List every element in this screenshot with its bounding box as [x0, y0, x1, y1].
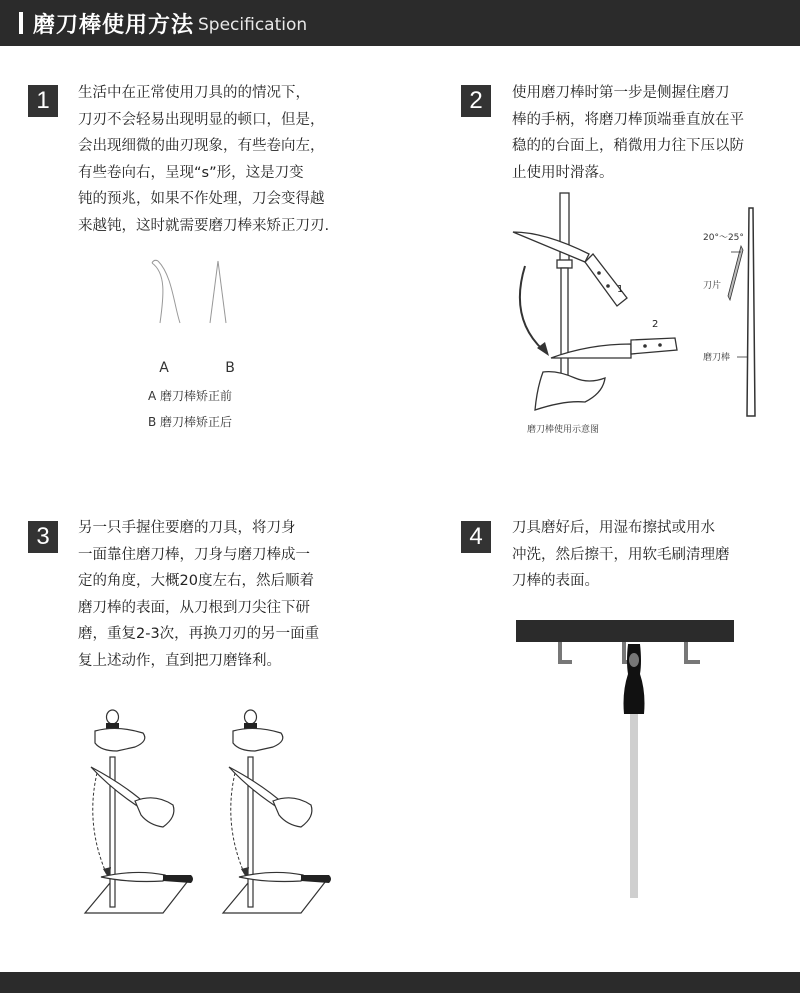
diagram-caption: 磨刀棒使用示意图 — [527, 425, 600, 435]
blade-a-curl — [152, 260, 158, 263]
hand-holding-rod — [95, 728, 145, 751]
arrow-path — [231, 773, 245, 875]
marker-1: 1 — [617, 284, 624, 295]
hand-holding-knife — [273, 798, 312, 827]
knife-1-blade — [513, 232, 589, 262]
board — [223, 877, 329, 913]
arrow-path — [93, 773, 107, 875]
knife-2-rivet — [643, 344, 647, 348]
step-1-line: 来越钝，这时就需要磨刀棒来矫正刀刃. — [78, 217, 330, 234]
step-1-line: 有些卷向右，呈现“s”形，这是刀变 — [78, 164, 304, 181]
step-1-line: 钝的预兆，如果不作处理，刀会变得越 — [78, 191, 325, 207]
rod-knob — [245, 710, 257, 724]
rod-side-view — [747, 208, 755, 416]
step-4-number: 4 — [461, 521, 491, 553]
step-2-line: 稳的的台面上，稍微用力往下压以防 — [512, 138, 744, 154]
step-3-line: 磨刀棒的表面，从刀根到刀尖往下研 — [78, 599, 310, 616]
footer-bar — [0, 972, 800, 993]
sharpening-motion-figures — [65, 705, 365, 920]
step-2-number: 2 — [461, 85, 491, 117]
rack-hook-left — [560, 642, 572, 662]
knife-1-rivet — [606, 284, 610, 288]
step-1-line: 会出现细微的曲刃现象，有些卷向左， — [78, 138, 325, 154]
angle-label: 20°～25° — [703, 233, 744, 243]
step-3-number: 3 — [28, 521, 58, 553]
knife-1-handle — [585, 254, 627, 306]
caption-b: B 磨刀棒矫正后 — [148, 415, 233, 429]
motion-arrow — [520, 266, 543, 350]
step-4-line: 刀棒的表面。 — [512, 573, 599, 589]
step-3-line: 定的角度，大概20度左右，然后顺着 — [78, 573, 314, 589]
step-2-line: 止使用时滑落。 — [512, 164, 614, 181]
sharpening-figure-2 — [223, 710, 331, 913]
step-1-number: 1 — [28, 85, 58, 117]
caption-a: A 磨刀棒矫正前 — [148, 389, 233, 403]
step-1-text — [78, 80, 378, 239]
header-title: 磨刀棒使用方法 — [33, 13, 195, 38]
blade-b-left-edge — [210, 261, 218, 323]
blade-side-view — [728, 246, 743, 300]
rod-label: 磨刀棒 — [703, 353, 731, 363]
honing-rod-diagram — [505, 188, 780, 438]
hand-holding-knife — [135, 798, 174, 827]
sharpening-figure-1 — [85, 710, 193, 913]
wall-rack — [516, 620, 734, 642]
rod-guard — [557, 260, 572, 268]
header-subtitle: Specification — [198, 15, 308, 35]
blade-edge-figure — [130, 255, 280, 435]
label-b: B — [225, 360, 235, 376]
step-4-line: 刀具磨好后，用湿布擦拭或用水 — [512, 520, 715, 536]
knife-2-handle — [631, 338, 677, 354]
step-1-line: 生活中在正常使用刀具的的情况下， — [78, 85, 310, 101]
knife-1-rivet — [597, 271, 601, 275]
hand-holding-rod — [233, 728, 283, 751]
step-2-line: 使用磨刀棒时第一步是侧握住磨刀 — [512, 85, 730, 101]
step-4-line: 冲洗，然后擦干，用软毛刷清理磨 — [512, 546, 730, 563]
step-3-text — [78, 515, 378, 674]
step-3-line: 复上述动作，直到把刀磨锋利。 — [78, 652, 281, 669]
step-3-line: 另一只手握住要磨的刀具，将刀身 — [78, 520, 296, 536]
step-4-text — [512, 515, 782, 595]
blade-a-left-edge — [152, 263, 163, 323]
rack-hook-right — [686, 642, 700, 662]
rod-steel — [630, 714, 638, 898]
table-surface — [535, 372, 605, 410]
arrow-head — [537, 342, 549, 356]
step-3-line: 一面靠住磨刀棒，刀身与磨刀棒成一 — [78, 546, 310, 563]
marker-2: 2 — [652, 319, 659, 330]
blade-label: 刀片 — [703, 281, 722, 291]
step-2-line: 棒的手柄，将磨刀棒顶端垂直放在平 — [512, 111, 744, 128]
header-accent-bar — [19, 12, 23, 34]
step-3-line: 磨，重复2-3次，再换刀刃的另一面重 — [78, 626, 320, 642]
label-a: A — [159, 360, 169, 376]
rod-knob — [107, 710, 119, 724]
step-2-text — [512, 80, 782, 186]
handle-hang-loop — [629, 653, 639, 667]
step-1-line: 刀刃不会轻易出现明显的顿口，但是， — [78, 111, 325, 128]
hanging-rod-figure — [510, 618, 740, 900]
section-header — [0, 0, 800, 46]
board — [85, 877, 191, 913]
knife-2-rivet — [658, 343, 662, 347]
blade-b-right-edge — [218, 261, 226, 323]
